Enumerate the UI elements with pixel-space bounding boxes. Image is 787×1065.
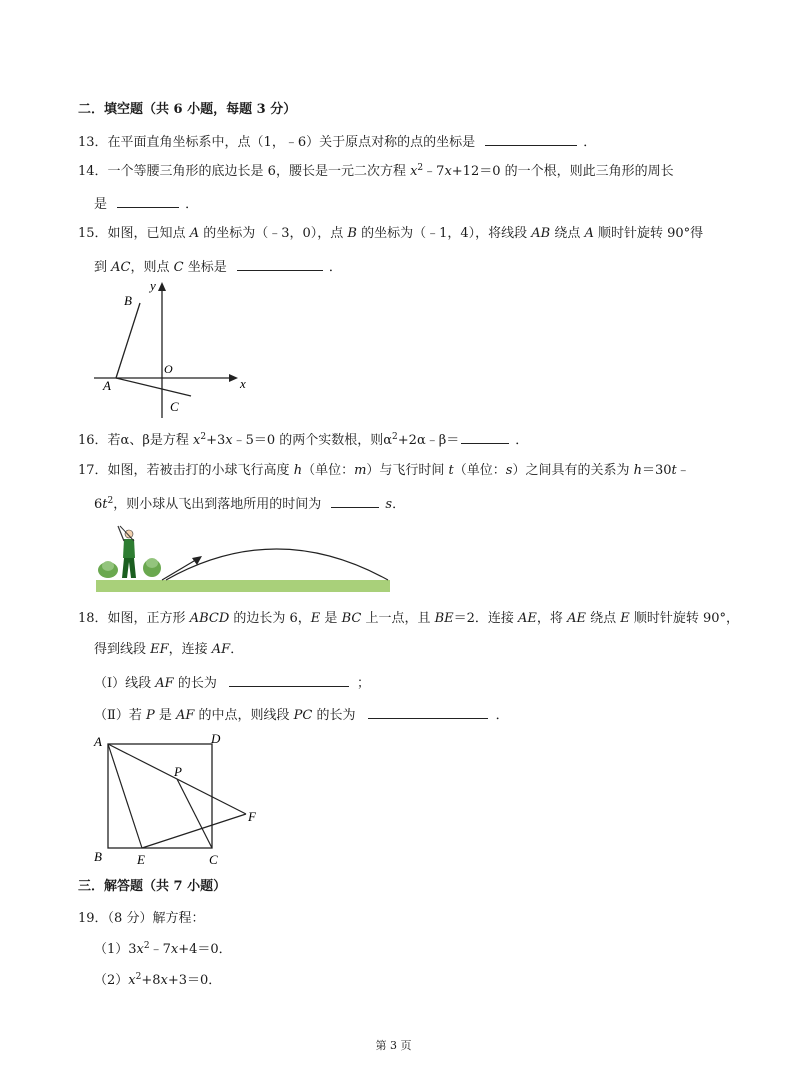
label-D: D [211,731,221,746]
q19-p1-t2: ﹣7 [149,942,171,957]
q18-AE: AE [518,611,537,626]
grass-ground [96,580,390,592]
q14-text-4: 是 [94,197,108,212]
question-15-cont [94,257,342,277]
q15-t4: 绕点 [550,226,585,241]
q18-t11: ． [230,642,244,657]
q16-x2: x [225,433,233,448]
tree-right [143,558,161,577]
q18-EF: EF [150,642,169,657]
label-C: C [170,399,179,414]
q17-t: t [448,463,454,478]
q18-p1-end: ； [356,676,370,691]
label-O: O [164,362,173,376]
q15-t7: ，则点 [130,260,174,275]
question-16 [78,430,528,450]
q18-t2: 的边长为 6， [229,611,311,626]
question-17 [78,462,690,480]
q16-t4: +2α﹣β＝ [397,433,460,448]
q16-x: x [192,433,201,448]
question-18-cont [94,641,243,659]
label-A: A [103,378,111,393]
q17-t2: （单位： [302,463,355,478]
q14-exp: 2 [417,163,424,173]
q17-t1: 17．如图，若被击打的小球飞行高度 [78,463,294,478]
q17-six: 6 [94,497,103,512]
q15-AB: AB [531,226,551,241]
q16-end: ． [515,433,529,448]
q19-p2-t1: （2） [94,973,129,988]
q17-t7: ﹣ [676,463,690,478]
section-heading-fill-in: 二．填空题（共 6 小题，每题 3 分） [78,102,297,117]
q19-p2-t3: +3＝0． [167,973,222,988]
q18-t4: 上一点，且 [361,611,435,626]
q18-p2-t4: 的长为 [312,708,356,723]
segment-AB [116,303,140,378]
q17-golf-figure [96,522,392,594]
q18-p2-t2: 是 [154,708,176,723]
question-19-part-2 [94,972,221,990]
q19-p2-x2: x [160,973,168,988]
q14-text-3: +12＝0 的一个根，则此三角形的周长 [451,164,674,179]
q18-t1: 18．如图，正方形 [78,611,190,626]
q17-h: h [293,463,303,478]
question-18 [78,610,739,628]
q19-p2-t2: +8 [141,973,161,988]
y-axis-arrow [158,282,166,291]
label-y: y [150,278,156,293]
q14-text-2: ﹣7 [423,164,445,179]
ball-trajectory [166,549,388,580]
q15-coordinate-figure [90,278,260,420]
q13-end: ． [583,135,597,150]
question-19: 19．（8 分）解方程： [78,911,205,926]
q15-C: C [173,260,184,275]
label-E: E [137,852,145,867]
q17-m: m [354,463,367,478]
q14-var-x: x [410,164,418,179]
page-number: 第 3 页 [375,1039,412,1052]
q18-p2-P: P [145,708,155,723]
label-B: B [124,293,132,308]
q17-t6: ＝30 [641,463,672,478]
label-x: x [240,376,246,391]
q18-t5: ＝2．连接 [453,611,519,626]
q18-t6: ，将 [536,611,568,626]
q17-t3: ）与飞行时间 [366,463,449,478]
q19-p1-t1: （1）3 [94,942,137,957]
q15-answer-blank[interactable] [237,257,323,271]
q18-AE2: AE [567,611,586,626]
q18-E2: E [620,611,630,626]
q17-end: ． [392,497,406,512]
label-B: B [94,849,102,864]
label-C: C [209,852,218,867]
q19-p1-t3: +4＝0． [178,942,232,957]
question-14 [78,163,674,181]
label-F: F [248,809,256,824]
square-ABCD [108,744,212,848]
q19-p2-x: x [128,973,136,988]
q18-p2-t3: 的中点，则线段 [194,708,294,723]
question-18-part-1 [94,673,370,693]
question-14-cont [94,194,198,214]
q14-var-x2: x [444,164,452,179]
q18-square-figure [88,730,263,870]
q16-exp2: 2 [392,432,398,442]
q18-t10: ，连接 [168,642,212,657]
q18-t7: 绕点 [585,611,621,626]
q18-p2-AF: AF [175,708,195,723]
q19-p1-x: x [136,942,144,957]
q14-text-1: 14．一个等腰三角形的底边长是 6，腰长是一元二次方程 [78,164,411,179]
q18-p1-AF: AF [155,676,174,691]
q18-BC: BC [341,611,362,626]
q17-s: s [505,463,513,478]
q18-t9: 得到线段 [94,642,151,657]
q15-t3: 的坐标为（﹣1，4），将线段 [356,226,532,241]
q18-p1-t1: （Ⅰ）线段 [94,676,156,691]
q18-p2-end: ． [495,708,509,723]
q19-p2-exp: 2 [135,972,142,982]
q18-part2-answer-blank[interactable] [368,705,488,719]
q17-t5: ）之间具有的关系为 [512,463,634,478]
q17-unit: s [385,497,393,512]
q16-exp: 2 [200,432,207,442]
q18-E: E [310,611,321,626]
q13-answer-blank[interactable] [485,132,577,146]
q17-t3v: t [102,497,108,512]
q17-t2v: t [671,463,677,478]
segment-PC [177,779,212,848]
q17-answer-blank[interactable] [331,494,379,508]
q18-BE: BE [434,611,454,626]
q14-end: ． [185,197,199,212]
q18-AF: AF [211,642,231,657]
question-19-part-1 [94,941,232,959]
q15-t6: 到 [94,260,112,275]
q17-t8: ，则小球从飞出到落地所用的时间为 [113,497,322,512]
question-18-part-2 [94,705,509,725]
question-13 [78,132,596,152]
q15-AC: AC [111,260,131,275]
q15-t5: 顺时针旋转 90°得 [593,226,704,241]
q18-ABCD: ABCD [189,611,230,626]
q18-t8: 顺时针旋转 90°， [629,611,740,626]
q15-A2: A [584,226,594,241]
tree-left [98,561,118,578]
q19-p1-x2: x [170,942,179,957]
q18-p1-t2: 的长为 [173,676,217,691]
question-17-cont [94,494,405,514]
label-A: A [94,734,102,749]
q16-t2: +3 [206,433,226,448]
q15-end: ． [328,260,342,275]
launch-direction-arrow [162,558,199,580]
q19-p1-exp: 2 [143,941,150,951]
q18-t3: 是 [320,611,342,626]
q16-t3: ﹣5＝0 的两个实数根，则α [232,433,393,448]
q16-t1: 16．若α、β是方程 [78,433,193,448]
q15-t1: 15．如图，已知点 [78,226,190,241]
section-heading-solve: 三．解答题（共 7 小题） [78,879,227,894]
q18-p2-t1: （Ⅱ）若 [94,708,146,723]
q15-t2: 的坐标为（﹣3，0），点 [199,226,348,241]
q18-part1-answer-blank[interactable] [229,673,349,687]
segment-EF [142,814,246,848]
x-axis-arrow [229,374,238,382]
q15-B: B [347,226,357,241]
q15-A: A [189,226,200,241]
q18-p2-PC: PC [293,708,313,723]
q17-t4: （单位： [453,463,506,478]
q17-exp: 2 [107,496,114,506]
segment-AE [108,744,142,848]
q14-answer-blank[interactable] [117,194,179,208]
golfer-figure [118,526,136,578]
segment-AC [116,378,191,396]
q15-t8: 坐标是 [183,260,227,275]
q17-h2: h [633,463,642,478]
q13-text: 13．在平面直角坐标系中，点（1，﹣6）关于原点对称的点的坐标是 [78,135,476,150]
question-15 [78,225,703,243]
label-P: P [174,764,182,779]
q16-answer-blank[interactable] [461,430,509,444]
